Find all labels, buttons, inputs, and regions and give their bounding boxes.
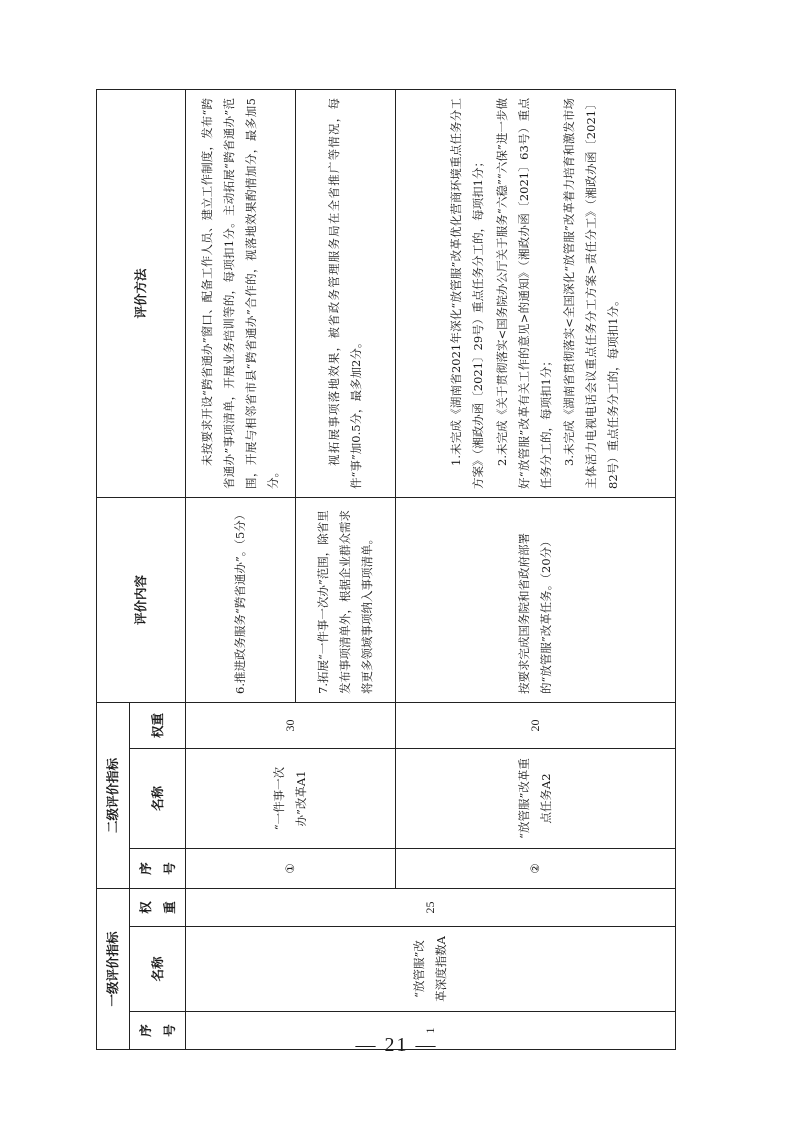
level2-name: “放管服”改革重点任务A2 [396,749,676,849]
method-paragraph: 1.未完成《湖南省2021年深化“放管服”改革优化营商环境重点任务分工方案》（湘政办函〔2021〕29号）重点任务分工的，每项扣1分； [449,98,486,489]
content-header: 评价内容 [97,498,186,703]
evaluation-method [396,90,676,498]
level1-weight: 25 [186,889,676,927]
level2-seq: ② [396,849,676,889]
level1-name: “放管服”改革深度指数A [186,927,676,1012]
evaluation-content: 7.拓展“一件事一次办”范围，除省里发布事项清单外，根据企业群众需求将更多领域事项纳入事项清单。 [296,498,396,703]
level1-seq-header: 序号 [129,1012,186,1050]
level2-seq: ① [186,849,396,889]
rotated-table-wrapper [96,90,676,1050]
level2-name: “一件事一次办”改革A1 [186,749,396,849]
level2-name-header: 名称 [129,749,186,849]
method-paragraph: 3.未完成《湖南省贯彻落实<全国深化“放管服”改革着力培育和激发市场主体活力电视电话会议重点任务分工方案>责任分工》（湘政办函〔2021〕82号）重点任务分工的，每项扣1分。 [562,98,621,489]
method-paragraph: 2.未完成《关于贯彻落实<国务院办公厅关于服务“六稳”“六保”进一步做好“放管服”改革有关工作的意见>的通知》（湘政办函〔2021〕63号）重点任务分工的，每项扣1分； [494,98,553,489]
page-number: — 21 — [355,1034,438,1056]
level1-seq: 1 [186,1012,676,1050]
header-row-1 [97,90,130,1050]
level1-group-header: 一级评价指标 [97,889,130,1050]
evaluation-table [96,89,676,1050]
method-paragraph: 视拓展事项落地效果，被省政务管理服务局在全省推广等情况，每件“事”加0.5分，最多加2分。 [326,98,363,489]
method-header: 评价方法 [97,90,186,498]
evaluation-content: 按要求完成国务院和省政府部署的“放管服”改革任务。（20分） [396,498,676,703]
level2-weight-header: 权重 [129,703,186,749]
evaluation-method [296,90,396,498]
method-paragraph: 未按要求开设“跨省通办”窗口、配备工作人员、建立工作制度，发布“跨省通办”事项清单，开展业务培训等的，每项扣1分。主动拓展“跨省通办”范围，开展与相邻省市县“跨省通办”合作的，视落地效果酌情加分，最多加5分。 [200,98,280,489]
level2-weight: 30 [186,703,396,749]
level2-group-header: 二级评价指标 [97,703,130,889]
table-row [186,90,296,1050]
level2-seq-header: 序号 [129,849,186,889]
evaluation-content: 6.推进政务服务“跨省通办”。（5分） [186,498,296,703]
evaluation-method [186,90,296,498]
level2-weight: 20 [396,703,676,749]
level1-name-header: 名称 [129,927,186,1012]
level1-weight-header: 权重 [129,889,186,927]
